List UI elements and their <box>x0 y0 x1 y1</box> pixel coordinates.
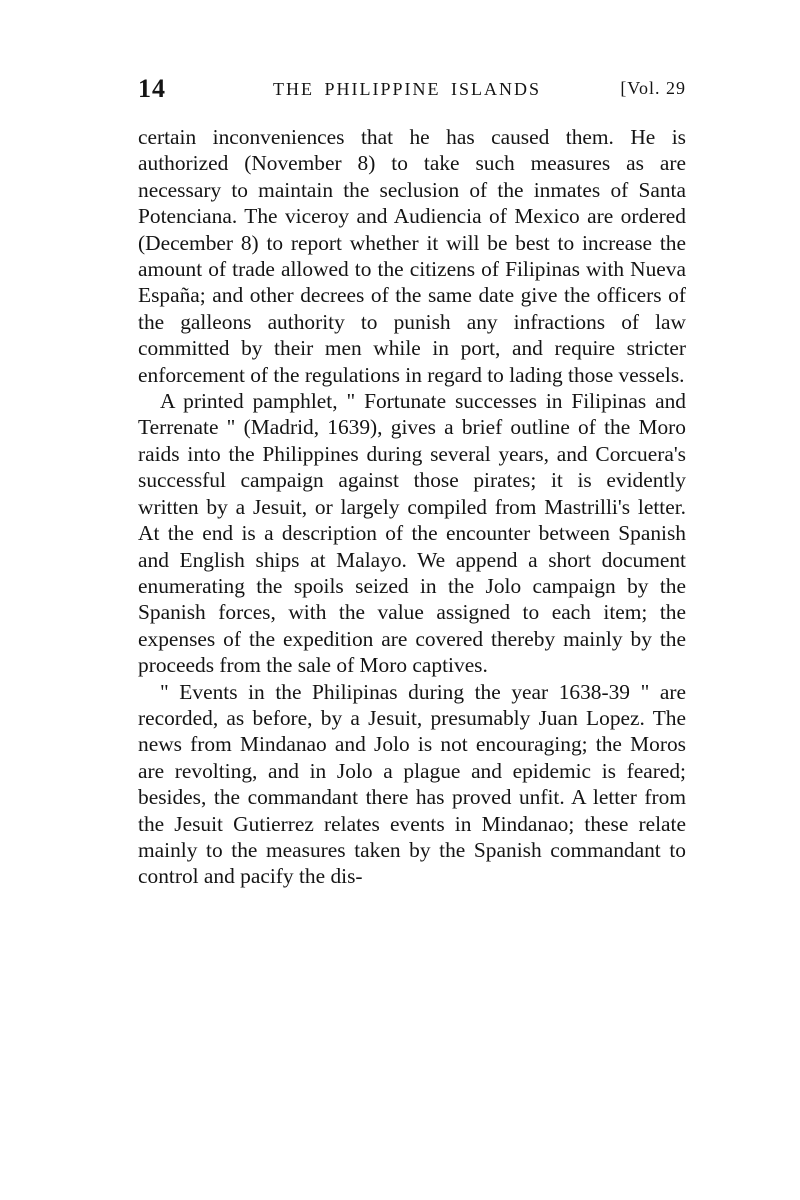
paragraph-events: " Events in the Philipinas during the year 1638-39 " are recorded, as before, by a Jesuit, presumably Juan Lopez. The news from Mindanao and Jolo is not encouraging; the Moros are revolting, and in Jolo a plague and epidemic is feared; besides, the commandant there has proved unfit. A letter from the Jesuit Gutierrez relates events in Mindanao; these relate mainly to the measures taken by the Spanish commandant to control and pacify the dis- <box>138 679 686 889</box>
body-text <box>138 124 686 890</box>
volume-label: [Vol. 29 <box>620 78 686 98</box>
running-title: THE PHILIPPINE ISLANDS <box>273 79 541 99</box>
page-number: 14 <box>138 74 166 103</box>
paragraph-pamphlet: A printed pamphlet, " Fortunate successes in Filipinas and Terrenate " (Madrid, 1639), gives a brief outline of the Moro raids into the Philippines during several years, and Corcuera's successful campaign against those pirates; it is evidently written by a Jesuit, or largely compiled from Mastrilli's letter. At the end is a description of the encounter between Spanish and English ships at Malayo. We append a short document enumerating the spoils seized in the Jolo campaign by the Spanish forces, with the value assigned to each item; the expenses of the expedition are covered thereby mainly by the proceeds from the sale of Moro captives. <box>138 389 686 678</box>
running-head <box>138 74 686 108</box>
paragraph-continuation: certain inconveniences that he has caused them. He is authorized (November 8) to take such measures as are necessary to maintain the seclusion of the inmates of Santa Potenciana. The viceroy and Audiencia of Mexico are ordered (December 8) to report whether it will be best to increase the amount of trade allowed to the citizens of Filipinas with Nueva España; and other decrees of the same date give the officers of the galleons authority to punish any infractions of law committed by their men while in port, and require stricter enforcement of the regulations in regard to lading those vessels. <box>138 125 686 387</box>
